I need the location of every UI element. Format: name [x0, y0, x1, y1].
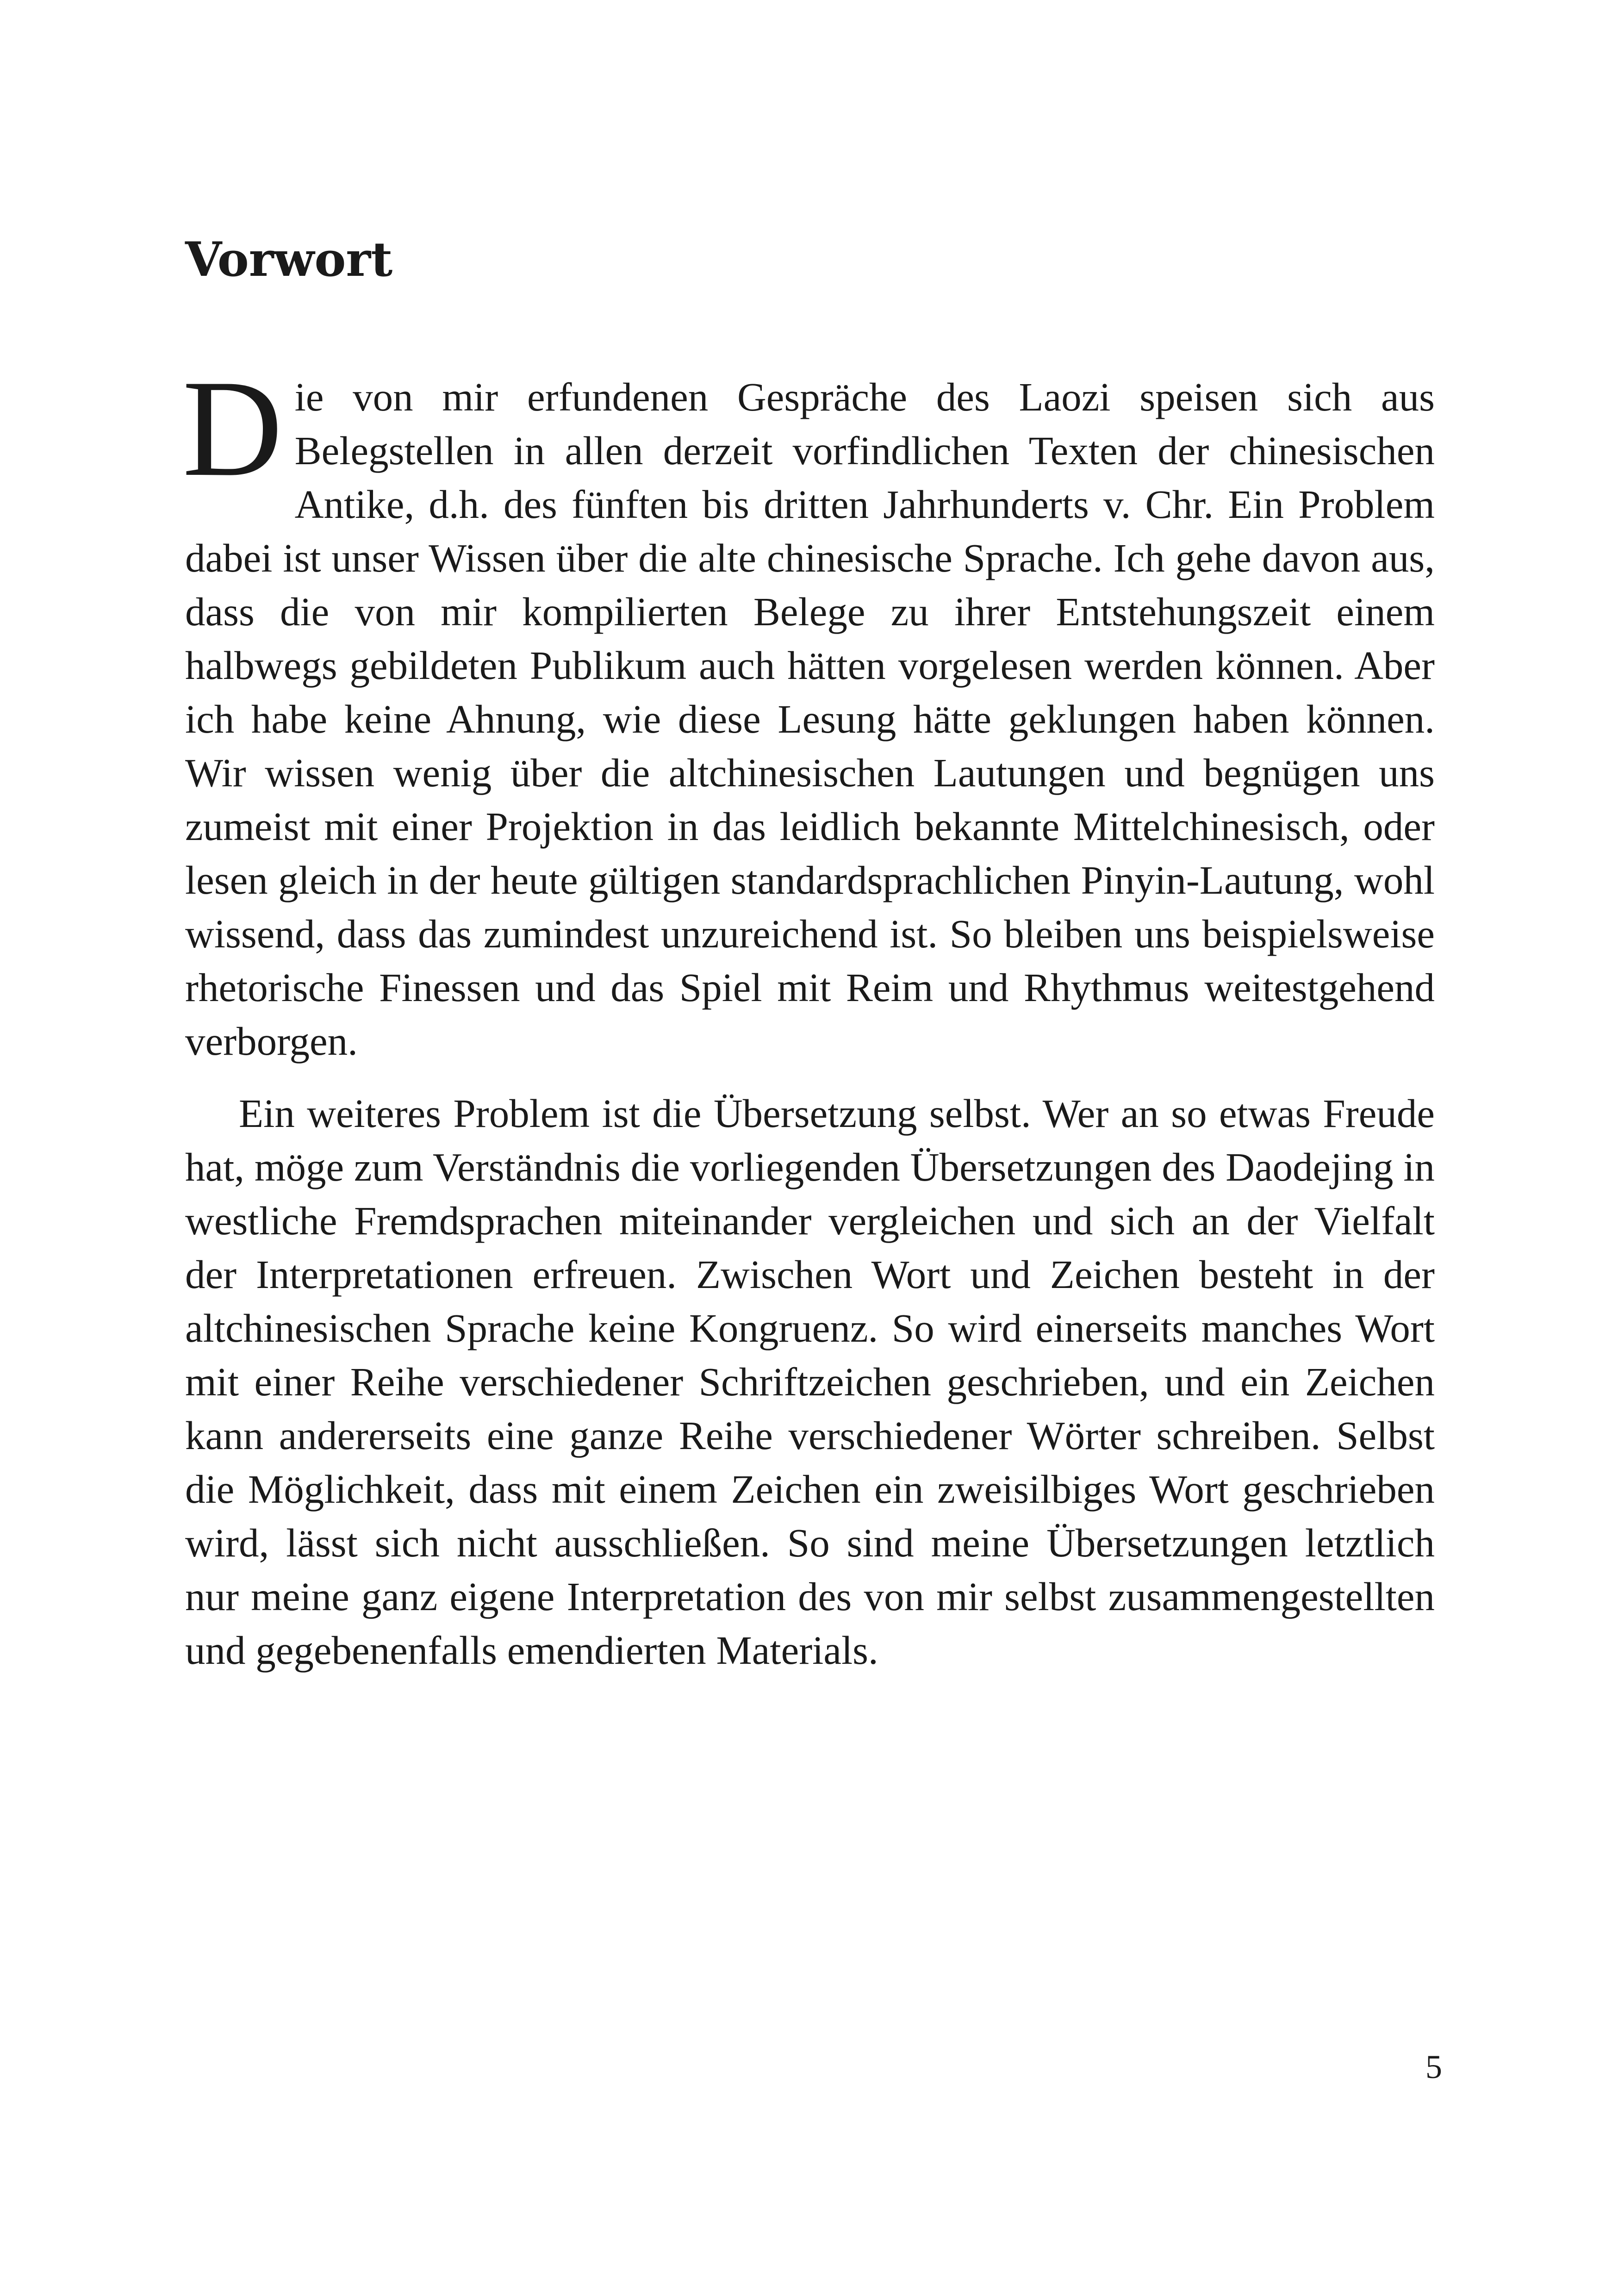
paragraph-2: Ein weiteres Problem ist die Übersetzung selbst. Wer an so etwas Freude hat, möge zum Verständnis die vorliegenden Übersetzungen des Daodejing in westliche Fremdsprachen miteinander vergleichen und sich an der Vielfalt der Interpretationen erfreuen. Zwischen Wort und Zeichen besteht in der altchinesischen Sprache keine Kongruenz. So wird einerseits manches Wort mit einer Reihe verschiedener Schriftzeichen geschrieben, und ein Zeichen kann andererseits eine ganze Reihe verschiedener Wörter schreiben. Selbst die Möglichkeit, dass mit einem Zeichen ein zweisilbiges Wort geschrieben wird, lässt sich nicht ausschließen. So sind meine Übersetzungen letztlich nur meine ganz eigene Interpretation des von mir selbst zusammengestellten und gegebenenfalls emendierten Materials.	[185, 1091, 1435, 1673]
page-title: Vorwort	[185, 232, 393, 287]
drop-cap-letter: D	[182, 351, 283, 505]
body-text	[182, 351, 1435, 1677]
paragraph-1	[182, 351, 1435, 1068]
page-number: 5	[1425, 2048, 1442, 2085]
paragraph-1-text: ie von mir erfundenen Gespräche des Laozi speisen sich aus Belegstellen in allen derzeit vorfindlichen Texten der chinesischen Antike, d.h. des fünften bis dritten Jahrhunderts v. Chr. Ein Problem dabei ist unser Wissen über die alte chinesische Sprache. Ich gehe davon aus, dass die von mir kompilierten Belege zu ihrer Entstehungszeit einem halbwegs gebildeten Publikum auch hätten vorgelesen werden können. Aber ich habe keine Ahnung, wie diese Lesung hätte geklungen haben können. Wir wissen wenig über die altchinesischen Lautungen und begnügen uns zumeist mit einer Projektion in das leidlich bekannte Mittelchinesisch, oder lesen gleich in der heute gültigen standardsprachlichen Pinyin-Lautung, wohl wissend, dass das zumindest unzureichend ist. So bleiben uns beispielsweise rhetorische Finessen und das Spiel mit Reim und Rhythmus weitestgehend verborgen.	[185, 374, 1435, 1064]
